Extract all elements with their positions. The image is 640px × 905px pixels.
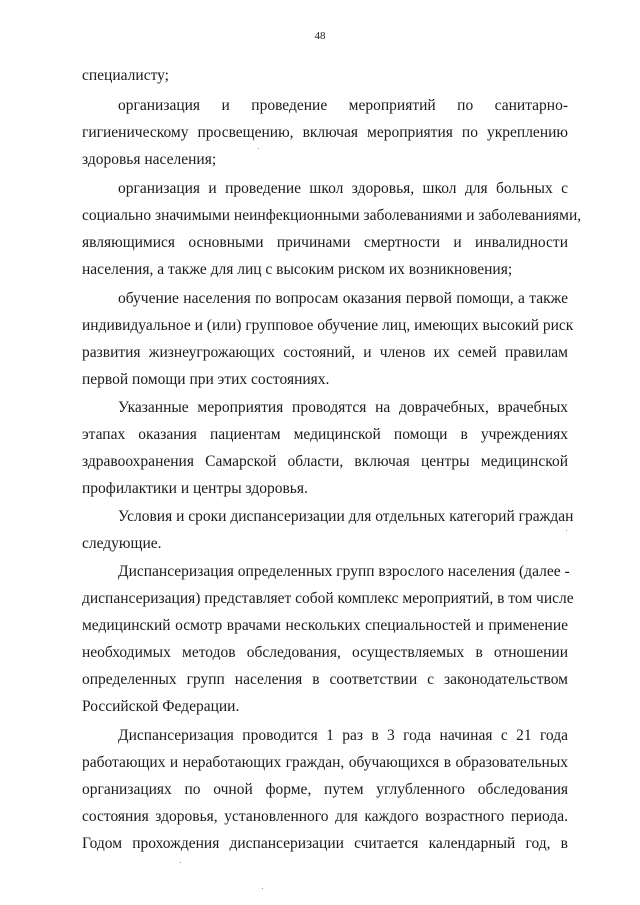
text-line: медицинский осмотр врачами нескольких специальностей и применение — [82, 617, 568, 634]
scan-speck — [180, 862, 181, 863]
paragraph-activities-stages — [82, 394, 568, 502]
text-line: социально значимыми неинфекционными заболеваниями и заболеваниями, — [82, 207, 582, 224]
text-line: Российской Федерации. — [82, 698, 240, 715]
paragraph-dispensary-terms — [82, 503, 574, 557]
text-line: развития жизнеугрожающих состояний, и членов их семей правилам — [82, 344, 568, 361]
page-number: 48 — [314, 30, 326, 42]
text-line: гигиеническому просвещению, включая мероприятия по укреплению — [82, 124, 568, 141]
paragraph-first-aid-training — [82, 285, 574, 393]
paragraph-dispensary-frequency — [82, 722, 568, 857]
text-line: Условия и сроки диспансеризации для отдельных категорий граждан — [118, 508, 574, 525]
paragraph-health-schools — [82, 175, 582, 283]
text-line: Годом прохождения диспансеризации считается календарный год, в — [82, 835, 568, 852]
text-line: специалисту; — [82, 67, 169, 84]
scan-speck — [258, 148, 259, 149]
text-line: состояния здоровья, установленного для каждого возрастного периода. — [82, 808, 568, 825]
text-line: Диспансеризация определенных групп взрослого населения (далее - — [118, 563, 570, 580]
text-line: являющимися основными причинами смертности и инвалидности — [82, 234, 568, 251]
text-line: этапах оказания пациентам медицинской помощи в учреждениях — [82, 426, 568, 443]
text-line: организация и проведение школ здоровья, школ для больных с — [118, 180, 568, 197]
text-line: здоровья населения; — [82, 151, 217, 168]
paragraph-continuation — [82, 62, 568, 89]
text-line: Указанные мероприятия проводятся на доврачебных, врачебных — [118, 399, 568, 416]
scan-speck — [262, 888, 263, 889]
scan-speck — [566, 530, 567, 531]
paragraph-sanitary-education — [82, 92, 568, 173]
text-line: первой помощи при этих состояниях. — [82, 371, 330, 388]
text-line: Диспансеризация проводится 1 раз в 3 года начиная с 21 года — [118, 727, 568, 744]
text-line: следующие. — [82, 535, 162, 552]
text-line: необходимых методов обследования, осуществляемых в отношении — [82, 644, 568, 661]
text-line: обучение населения по вопросам оказания первой помощи, а также — [118, 290, 568, 307]
text-line: работающих и неработающих граждан, обучающихся в образовательных — [82, 754, 568, 771]
text-line: индивидуальное и (или) групповое обучение лиц, имеющих высокий риск — [82, 317, 574, 334]
paragraph-dispensary-definition — [82, 558, 574, 720]
text-line: профилактики и центры здоровья. — [82, 480, 308, 497]
text-line: организациях по очной форме, путем углубленного обследования — [82, 781, 568, 798]
text-line: организация и проведение мероприятий по санитарно- — [118, 97, 568, 114]
text-line: здравоохранения Самарской области, включая центры медицинской — [82, 453, 568, 470]
text-line: населения, а также для лиц с высоким риском их возникновения; — [82, 261, 513, 278]
text-line: определенных групп населения в соответствии с законодательством — [82, 671, 568, 688]
text-line: диспансеризация) представляет собой комплекс мероприятий, в том числе — [82, 590, 574, 607]
